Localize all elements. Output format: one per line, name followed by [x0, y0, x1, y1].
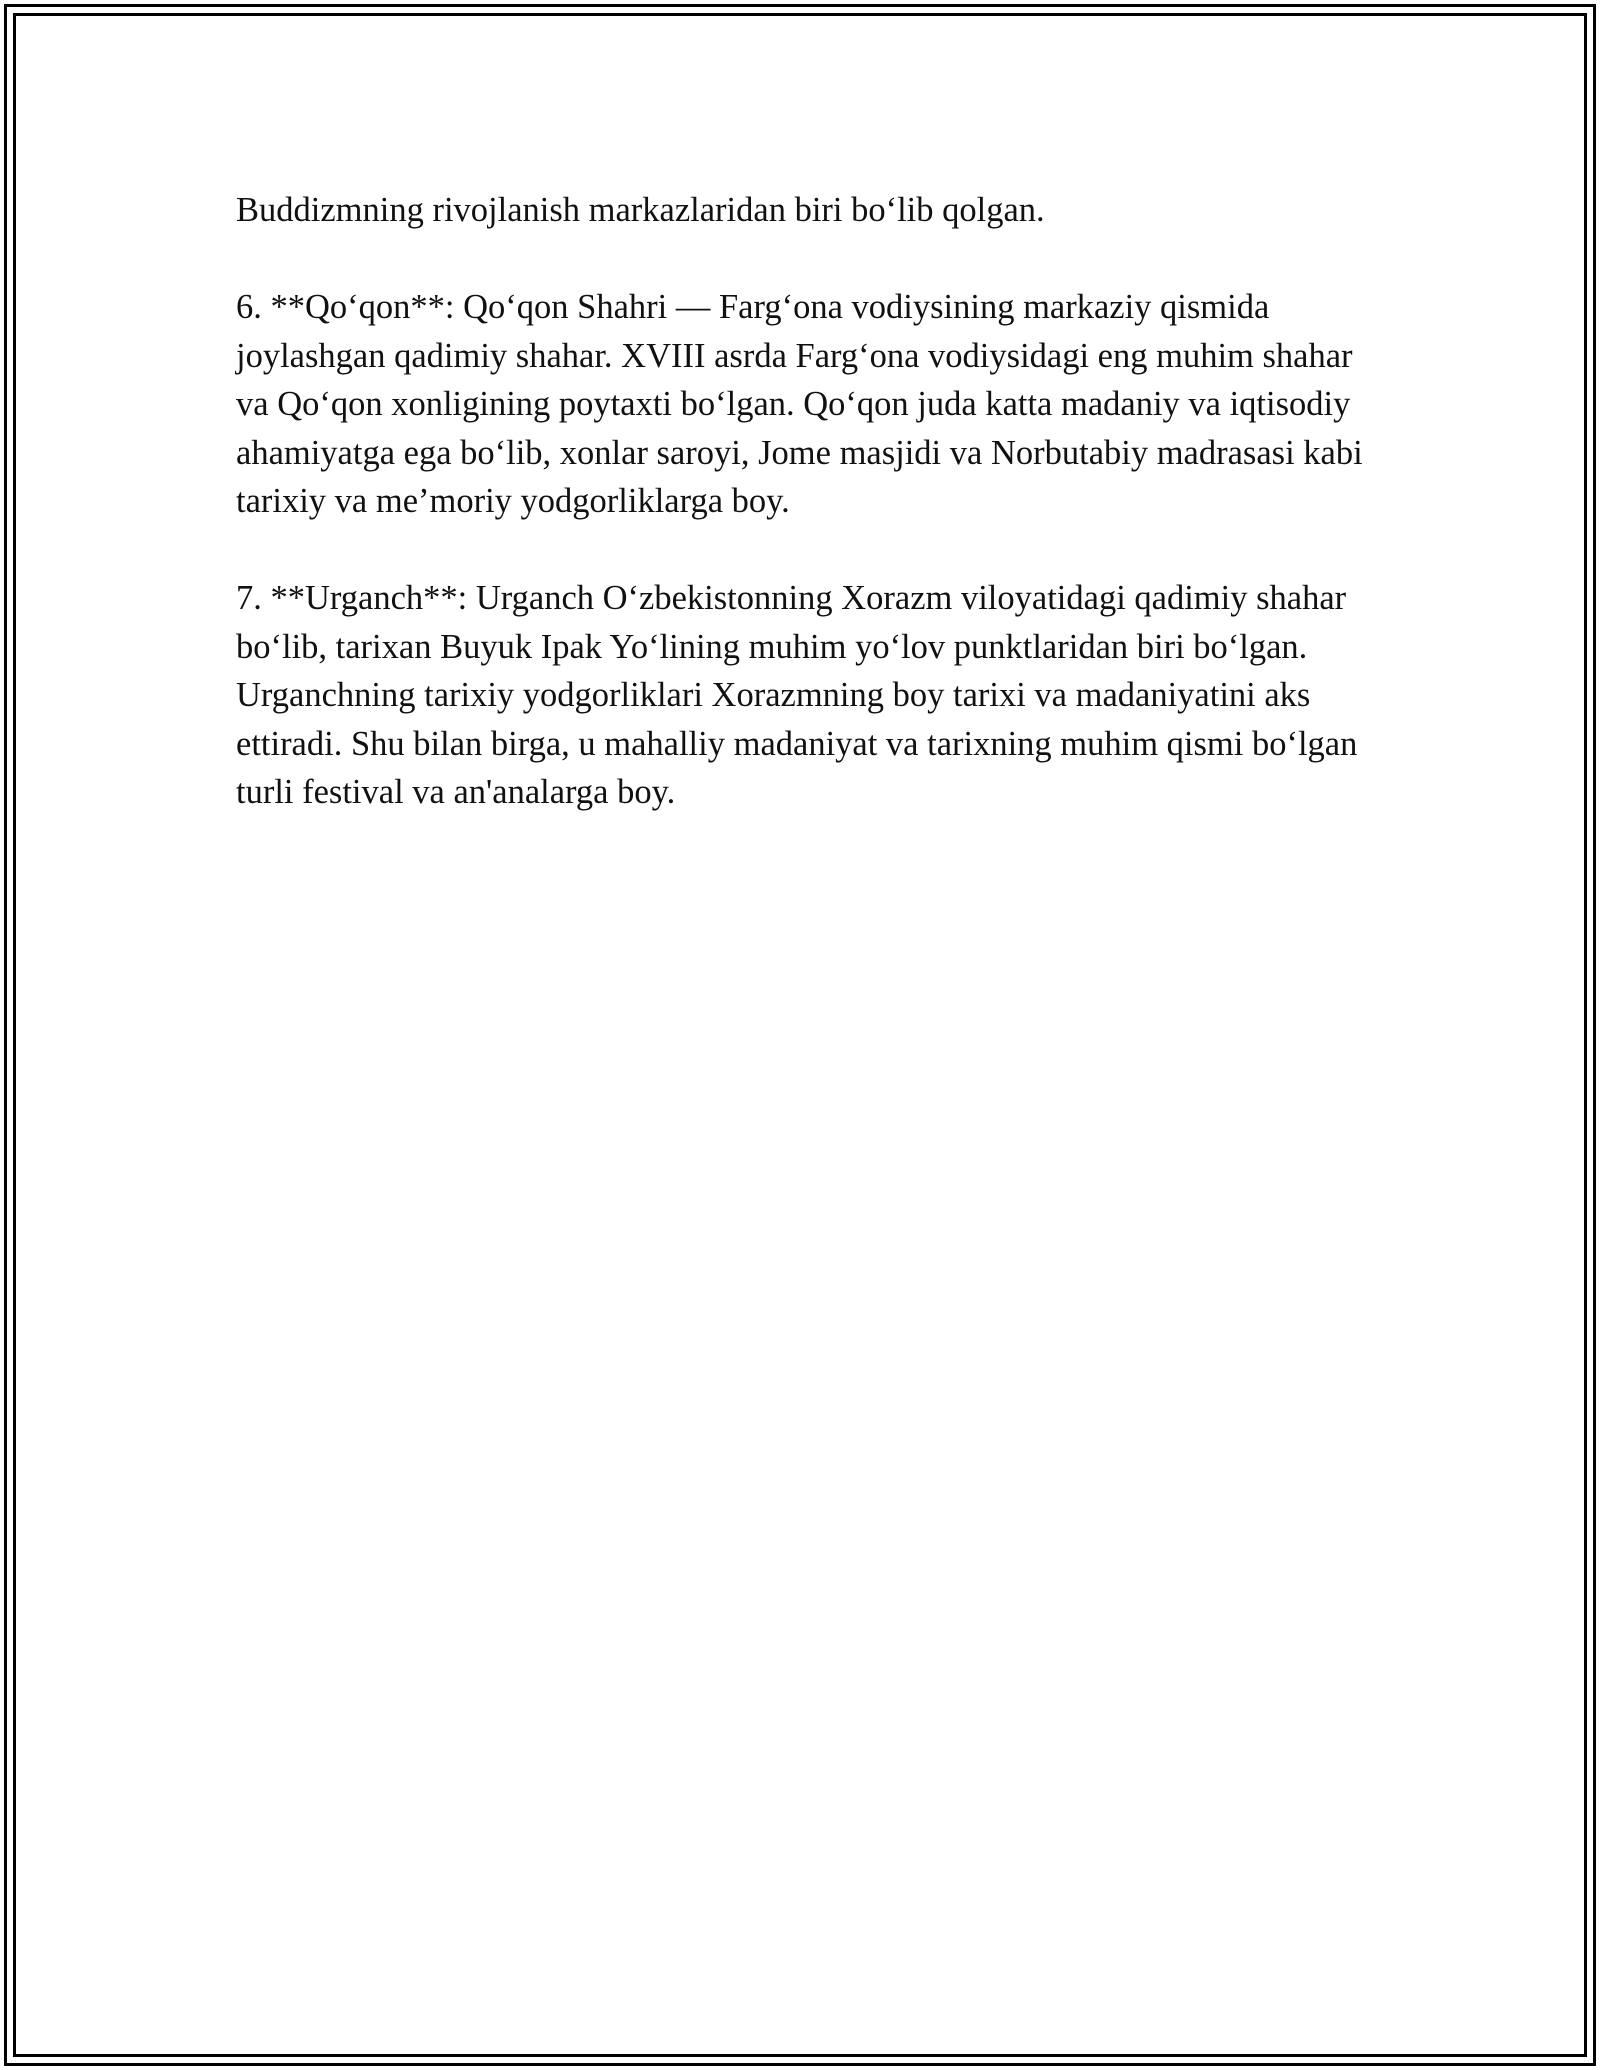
paragraph-buddhism: Buddizmning rivojlanish markazlaridan biri bo‘lib qolgan.: [236, 191, 1045, 229]
document-body: [236, 186, 1376, 865]
paragraph-urganch: 7. **Urganch**: Urganch O‘zbekistonning Xorazm viloyatidagi qadimiy shahar bo‘lib, tarixan Buyuk Ipak Yo‘lining muhim yo‘lov punktlaridan biri bo‘lgan. Urganchning tarixiy yodgorliklari Xorazmning boy tarixi va madaniyatini aks ettiradi. Shu bilan birga, u mahalliy madaniyat va tarixning muhim qismi bo‘lgan turli festival va an'analarga boy.: [236, 579, 1358, 811]
paragraph-qoqon: 6. **Qo‘qon**: Qo‘qon Shahri — Farg‘ona vodiysining markaziy qismida joylashgan qadimiy shahar. XVIII asrda Farg‘ona vodiysidagi eng muhim shahar va Qo‘qon xonligining poytaxti bo‘lgan. Qo‘qon juda katta madaniy va iqtisodiy ahamiyatga ega bo‘lib, xonlar saroyi, Jome masjidi va Norbutabiy madrasasi kabi tarixiy va me’moriy yodgorliklarga boy.: [236, 288, 1363, 520]
